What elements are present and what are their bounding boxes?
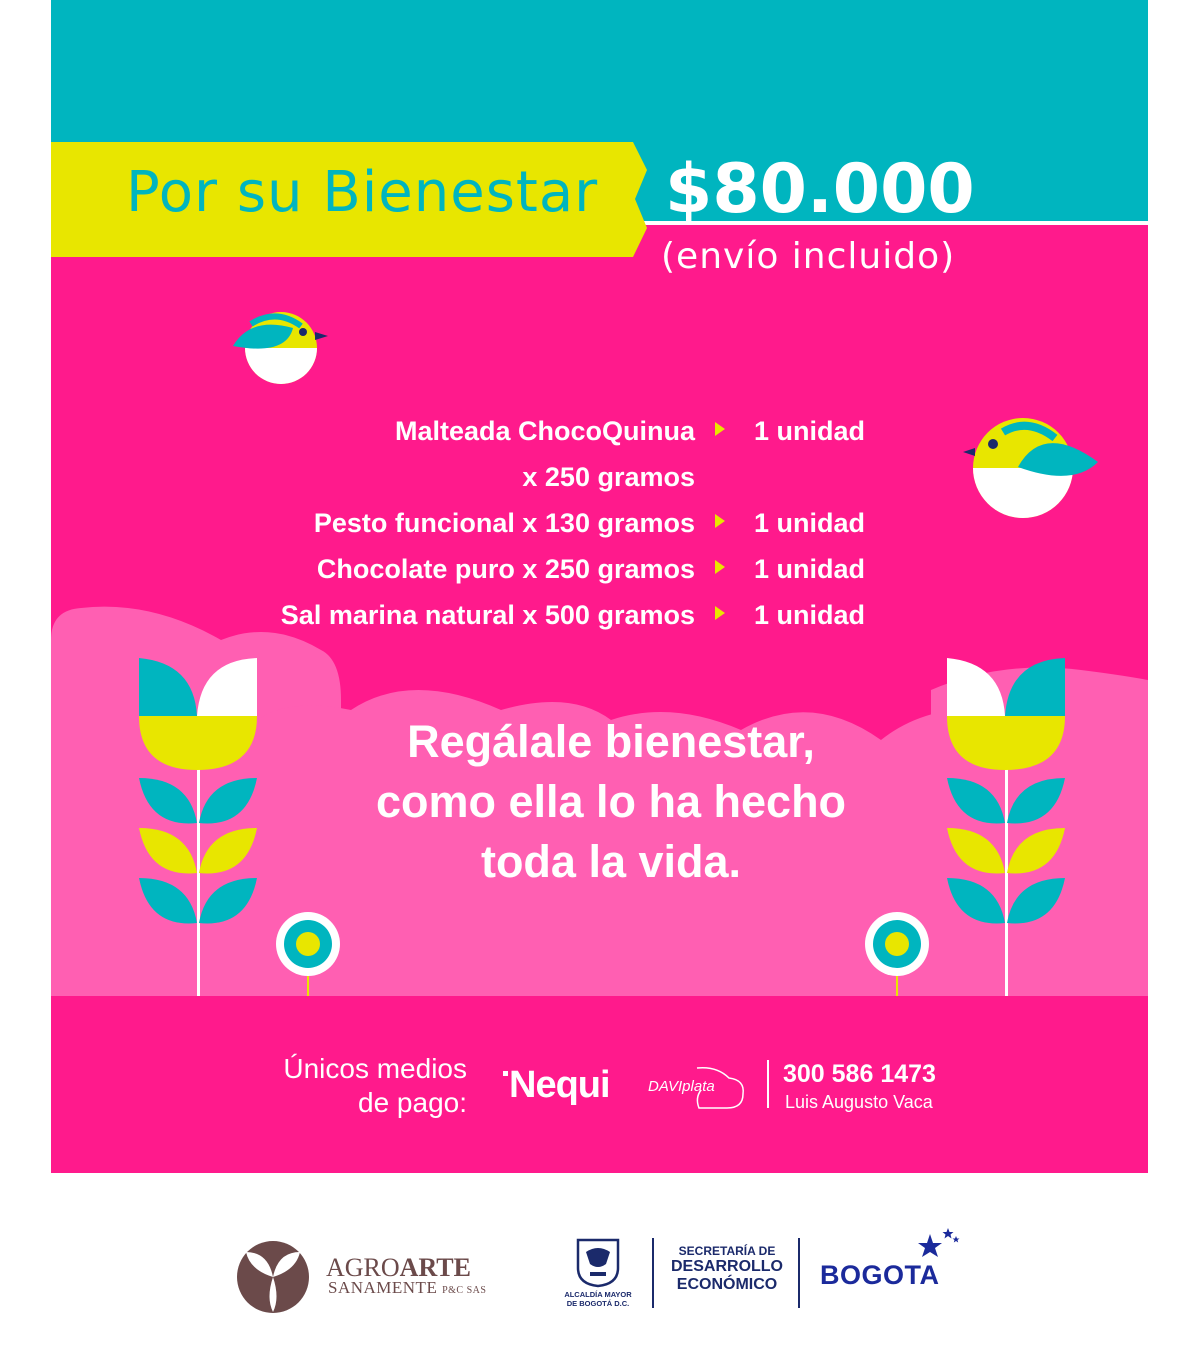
tagline-line1: Regálale bienestar,: [407, 716, 815, 767]
small-flower-icon-right: [862, 912, 932, 998]
agroarte-leaf-icon: [236, 1240, 310, 1314]
product-quantity: 1 unidad: [754, 554, 866, 584]
payment-owner: Luis Augusto Vaca: [785, 1092, 933, 1112]
tagline-line2: como ella lo ha hecho: [375, 776, 847, 827]
product-name: Malteada ChocoQuinua: [394, 416, 695, 446]
alcaldia-label: ALCALDÍA MAYOR DE BOGOTÁ D.C.: [564, 1290, 632, 1308]
product-name-line2: x 250 gramos: [522, 462, 695, 492]
product-name: Pesto funcional x 130 gramos: [313, 508, 695, 538]
nequi-logo: Nequi: [509, 1064, 610, 1106]
product-quantity: 1 unidad: [754, 416, 866, 446]
payment-label: Únicos medios de pago:: [283, 1053, 467, 1118]
arrow-right-icon: [715, 560, 725, 574]
bogota-logo: BOGOTA: [820, 1260, 940, 1290]
product-row-continuation: [51, 462, 1148, 508]
payment-divider: [767, 1060, 769, 1108]
agroarte-sub: SANAMENTE P&C SAS: [328, 1278, 487, 1297]
star-icon: [910, 1226, 960, 1262]
arrow-right-icon: [715, 606, 725, 620]
flower-plant-left: [139, 658, 259, 998]
product-row: [51, 416, 1148, 462]
nequi-logo-dot: [503, 1071, 508, 1076]
agroarte-name: AGROARTE: [326, 1253, 471, 1282]
product-row: [51, 508, 1148, 554]
daviplata-logo: DAVIplata: [648, 1078, 715, 1095]
arrow-right-icon: [715, 514, 725, 528]
product-name: Chocolate puro x 250 gramos: [316, 554, 695, 584]
footer-divider: [652, 1238, 654, 1308]
bogota-crest-icon: [576, 1238, 620, 1288]
secretaria-logo: SECRETARÍA DE DESARROLLO ECONÓMICO: [671, 1244, 783, 1293]
product-row: [51, 554, 1148, 600]
product-name: Sal marina natural x 500 gramos: [280, 600, 695, 630]
product-row: [51, 600, 1148, 646]
shipping-note: (envío incluido): [661, 236, 956, 277]
poster: [51, 0, 1148, 1173]
payment-phone: 300 586 1473: [783, 1060, 936, 1088]
offer-price: $80.000: [665, 150, 975, 229]
arrow-right-icon: [715, 422, 725, 436]
footer-divider: [798, 1238, 800, 1308]
tagline: [251, 712, 971, 892]
product-quantity: 1 unidad: [754, 508, 866, 538]
bird-icon-small: [231, 306, 331, 388]
product-quantity: 1 unidad: [754, 600, 866, 630]
tagline-line3: toda la vida.: [480, 836, 742, 887]
offer-title: Por su Bienestar: [126, 160, 599, 225]
small-flower-icon-left: [273, 912, 343, 998]
